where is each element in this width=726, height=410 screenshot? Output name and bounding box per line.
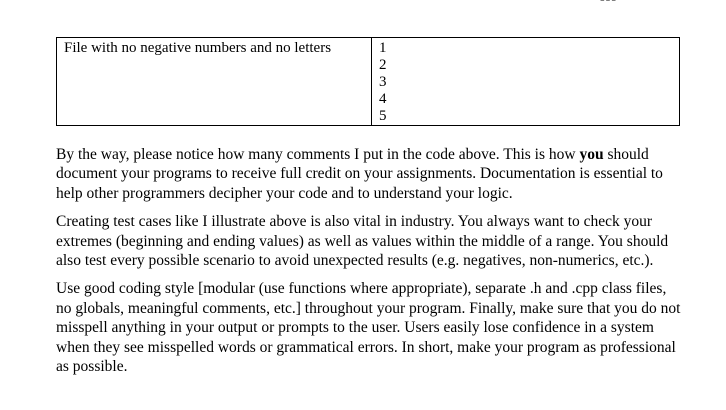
paragraph-documentation: [56, 145, 682, 203]
test-case-table: [56, 37, 680, 126]
paragraph-test-cases: Creating test cases like I illustrate above is also vital in industry. You always want to check your extremes (beginning and ending values) as well as values within the middle of a range. You should also test every possible scenario to avoid unexpected results (e.g. negatives, non-numerics, etc.).: [56, 213, 669, 270]
test-value: 4: [379, 91, 387, 107]
paragraph-text: By the way, please notice how many comments I put in the code above. This is how: [56, 146, 580, 163]
paragraph-coding-style: Use good coding style [modular (use functions where appropriate), separate .h and .cpp class files, no globals, meaningful comments, etc.] throughout your program. Finally, make sure that you do not misspell anything in your output or prompts to the user. Users easily lose confidence in a system when they see misspelled words or grammatical errors. In short, make your program as professional as possible.: [56, 280, 681, 376]
emphasis-text: you: [579, 146, 604, 163]
test-values-cell: [372, 38, 680, 126]
header-fragment: [600, 0, 680, 4]
test-value: 2: [379, 57, 387, 73]
test-description-cell: File with no negative numbers and no letters: [57, 38, 372, 126]
test-value: 5: [379, 108, 387, 124]
paragraph-text: should document your programs to receive full credit on your assignments. Documentation is essential to help other programmers decipher your code and to understand your logic.: [56, 146, 663, 202]
table-row: [57, 38, 680, 126]
test-value: 1: [379, 40, 387, 56]
body-text: [56, 145, 682, 385]
test-value: 3: [379, 74, 387, 90]
